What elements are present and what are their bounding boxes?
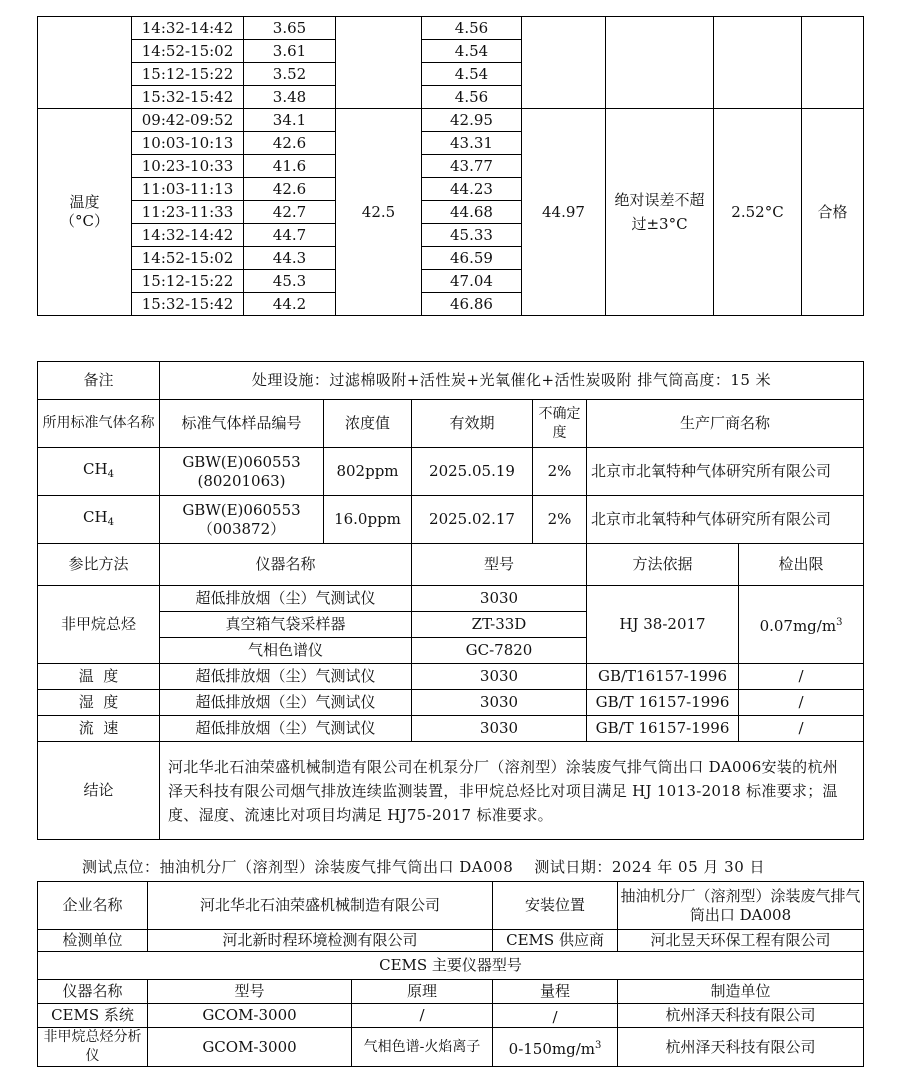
remark-label: 备注 (38, 362, 160, 400)
cems-avg: 44.97 (522, 109, 606, 316)
cems-value: 4.56 (422, 86, 522, 109)
instrument-range (493, 1028, 618, 1067)
ref-value: 44.7 (244, 224, 336, 247)
location-label: 安装位置 (493, 882, 618, 930)
std-gas-id (160, 448, 324, 496)
range-value: 0-150mg/m (508, 1039, 596, 1058)
measurement-table (37, 16, 864, 316)
gas-formula: CH (83, 459, 108, 478)
std-gas-conc: 802ppm (324, 448, 412, 496)
criterion: 绝对误差不超过±3°C (606, 109, 714, 316)
criterion-cell (606, 17, 714, 109)
range-sup: 3 (595, 1039, 602, 1051)
std-gas-id (160, 496, 324, 544)
method-header: 型号 (412, 544, 587, 586)
instrument-maker: 杭州泽天科技有限公司 (618, 1004, 864, 1028)
std-gas-header: 不确定度 (533, 400, 587, 448)
std-gas-header: 生产厂商名称 (587, 400, 864, 448)
ref-value: 42.6 (244, 132, 336, 155)
instrument-range (493, 1004, 618, 1028)
std-gas-maker: 北京市北氧特种气体研究所有限公司 (587, 496, 864, 544)
section-title: CEMS 主要仪器型号 (38, 952, 864, 980)
verdict-cell (802, 17, 864, 109)
time-cell: 11:23-11:33 (132, 201, 244, 224)
ref-value: 34.1 (244, 109, 336, 132)
param-unit: （°C） (60, 212, 109, 230)
instrument-header: 仪器名称 (38, 980, 148, 1004)
ref-value: 42.6 (244, 178, 336, 201)
time-cell: 10:03-10:13 (132, 132, 244, 155)
instrument-maker: 杭州泽天科技有限公司 (618, 1028, 864, 1067)
std-gas-row (38, 496, 864, 544)
param-label: 温度 (69, 193, 100, 211)
cems-value: 43.31 (422, 132, 522, 155)
result-cell (714, 17, 802, 109)
method-limit: / (739, 716, 864, 742)
instrument-name: 超低排放烟（尘）气测试仪 (160, 716, 412, 742)
instrument-header: 制造单位 (618, 980, 864, 1004)
std-gas-expiry: 2025.05.19 (412, 448, 533, 496)
time-cell: 15:12-15:22 (132, 270, 244, 293)
method-row (38, 664, 864, 690)
instrument-row (38, 1004, 864, 1028)
ref-avg-cell (336, 17, 422, 109)
method-header: 仪器名称 (160, 544, 412, 586)
std-gas-conc: 16.0ppm (324, 496, 412, 544)
instrument-header: 量程 (493, 980, 618, 1004)
cems-info-table (37, 881, 864, 1067)
range-value: / (552, 1008, 558, 1026)
std-gas-row (38, 448, 864, 496)
instrument-model: GCOM-3000 (148, 1028, 352, 1067)
ref-value: 41.6 (244, 155, 336, 178)
ref-value: 44.3 (244, 247, 336, 270)
temperature-row (38, 109, 864, 132)
method-limit: / (739, 690, 864, 716)
time-cell: 15:12-15:22 (132, 63, 244, 86)
time-cell: 09:42-09:52 (132, 109, 244, 132)
method-label: 湿 度 (38, 690, 160, 716)
ref-value: 45.3 (244, 270, 336, 293)
method-header: 参比方法 (38, 544, 160, 586)
std-gas-header: 有效期 (412, 400, 533, 448)
std-gas-header-row (38, 400, 864, 448)
measurement-body (38, 17, 864, 316)
instrument-row (38, 1028, 864, 1067)
method-label: 流 速 (38, 716, 160, 742)
verdict: 合格 (802, 109, 864, 316)
method-basis: GB/T 16157-1996 (587, 716, 739, 742)
std-gas-header: 浓度值 (324, 400, 412, 448)
cems-value: 43.77 (422, 155, 522, 178)
method-header-row (38, 544, 864, 586)
std-gas-uncert: 2% (533, 496, 587, 544)
conclusion-row (38, 742, 864, 840)
std-gas-expiry: 2025.02.17 (412, 496, 533, 544)
instrument-name: 气相色谱仪 (160, 638, 412, 664)
cems-value: 4.56 (422, 17, 522, 40)
instrument-name: CEMS 系统 (38, 1004, 148, 1028)
instrument-header: 原理 (352, 980, 493, 1004)
tester-row (38, 930, 864, 952)
cems-value: 4.54 (422, 40, 522, 63)
time-cell: 14:52-15:02 (132, 247, 244, 270)
cems-value: 4.54 (422, 63, 522, 86)
cems-value: 46.59 (422, 247, 522, 270)
time-cell: 11:03-11:13 (132, 178, 244, 201)
ref-value: 44.2 (244, 293, 336, 316)
instrument-header: 型号 (148, 980, 352, 1004)
time-cell: 14:32-14:42 (132, 224, 244, 247)
cems-value: 46.86 (422, 293, 522, 316)
method-table (37, 361, 864, 840)
section-title-row (38, 952, 864, 980)
time-cell: 14:52-15:02 (132, 40, 244, 63)
company-row (38, 882, 864, 930)
ref-value: 3.65 (244, 17, 336, 40)
cems-value: 44.23 (422, 178, 522, 201)
result-value: 2.52°C (714, 109, 802, 316)
remark-text: 处理设施：过滤棉吸附+活性炭+光氧催化+活性炭吸附 排气筒高度：15 米 (160, 362, 864, 400)
std-gas-id-line: GBW(E)060553 (182, 452, 301, 471)
instrument-header-row (38, 980, 864, 1004)
std-gas-uncert: 2% (533, 448, 587, 496)
remark-row (38, 362, 864, 400)
gas-formula-sub: 4 (107, 516, 114, 528)
tester-label: 检测单位 (38, 930, 148, 952)
nmhc-limit-value: 0.07mg/m (759, 617, 837, 635)
company-value: 河北华北石油荣盛机械制造有限公司 (148, 882, 493, 930)
method-header: 方法依据 (587, 544, 739, 586)
method-label: 温 度 (38, 664, 160, 690)
instrument-model: 3030 (412, 664, 587, 690)
std-gas-id-line: GBW(E)060553 (182, 500, 301, 519)
instrument-name: 真空箱气袋采样器 (160, 612, 412, 638)
temperature-param (38, 109, 132, 316)
std-gas-maker: 北京市北氧特种气体研究所有限公司 (587, 448, 864, 496)
instrument-model: 3030 (412, 690, 587, 716)
ref-avg: 42.5 (336, 109, 422, 316)
instrument-name: 超低排放烟（尘）气测试仪 (160, 690, 412, 716)
instrument-name: 超低排放烟（尘）气测试仪 (160, 664, 412, 690)
ref-value: 42.7 (244, 201, 336, 224)
supplier-value: 河北昱天环保工程有限公司 (618, 930, 864, 952)
instrument-model: GCOM-3000 (148, 1004, 352, 1028)
tester-value: 河北新时程环境检测有限公司 (148, 930, 493, 952)
method-row (38, 716, 864, 742)
cems-avg-cell (522, 17, 606, 109)
nmhc-label: 非甲烷总烃 (38, 586, 160, 664)
location-value: 抽油机分厂（溶剂型）涂装废气排气筒出口 DA008 (618, 882, 864, 930)
instrument-name: 非甲烷总烃分析仪 (38, 1028, 148, 1067)
method-basis: GB/T 16157-1996 (587, 690, 739, 716)
method-basis: GB/T16157-1996 (587, 664, 739, 690)
time-cell: 14:32-14:42 (132, 17, 244, 40)
conclusion-label: 结论 (38, 742, 160, 840)
cems-value: 42.95 (422, 109, 522, 132)
cems-value: 44.68 (422, 201, 522, 224)
nmhc-basis: HJ 38-2017 (587, 586, 739, 664)
method-row (38, 690, 864, 716)
instrument-name: 超低排放烟（尘）气测试仪 (160, 586, 412, 612)
gas-formula-sub: 4 (107, 468, 114, 480)
instrument-model: 3030 (412, 716, 587, 742)
std-gas-header: 所用标准气体名称 (38, 400, 160, 448)
nmhc-limit (739, 586, 864, 664)
instrument-model: 3030 (412, 586, 587, 612)
time-cell: 15:32-15:42 (132, 293, 244, 316)
cems-value: 47.04 (422, 270, 522, 293)
ref-value: 3.52 (244, 63, 336, 86)
std-gas-name (38, 496, 160, 544)
time-cell: 15:32-15:42 (132, 86, 244, 109)
nmhc-limit-sup: 3 (836, 617, 843, 628)
instrument-model: GC-7820 (412, 638, 587, 664)
std-gas-name (38, 448, 160, 496)
humidity-row (38, 17, 864, 40)
method-header: 检出限 (739, 544, 864, 586)
std-gas-header: 标准气体样品编号 (160, 400, 324, 448)
gas-formula: CH (83, 507, 108, 526)
std-gas-id-line: （003872） (197, 519, 286, 538)
instrument-principle: 气相色谱-火焰离子 (352, 1028, 493, 1067)
std-gas-id-line: (80201063) (197, 471, 286, 490)
conclusion-text: 河北华北石油荣盛机械制造有限公司在机泵分厂（溶剂型）涂装废气排气筒出口 DA006安装的杭州泽天科技有限公司烟气排放连续监测装置，非甲烷总烃比对项目满足 HJ 1013-2018 标准要求；温度、湿度、流速比对项目均满足 HJ75-2017 标准要求。 (160, 742, 864, 840)
test-point-line: 测试点位：抽油机分厂（溶剂型）涂装废气排气筒出口 DA008 测试日期：2024 年 05 月 30 日 (82, 858, 766, 876)
cems-value: 45.33 (422, 224, 522, 247)
ref-value: 3.61 (244, 40, 336, 63)
instrument-principle: / (352, 1004, 493, 1028)
humidity-param-cell (38, 17, 132, 109)
time-cell: 10:23-10:33 (132, 155, 244, 178)
instrument-model: ZT-33D (412, 612, 587, 638)
ref-value: 3.48 (244, 86, 336, 109)
method-limit: / (739, 664, 864, 690)
nmhc-row (38, 586, 864, 612)
company-label: 企业名称 (38, 882, 148, 930)
supplier-label: CEMS 供应商 (493, 930, 618, 952)
